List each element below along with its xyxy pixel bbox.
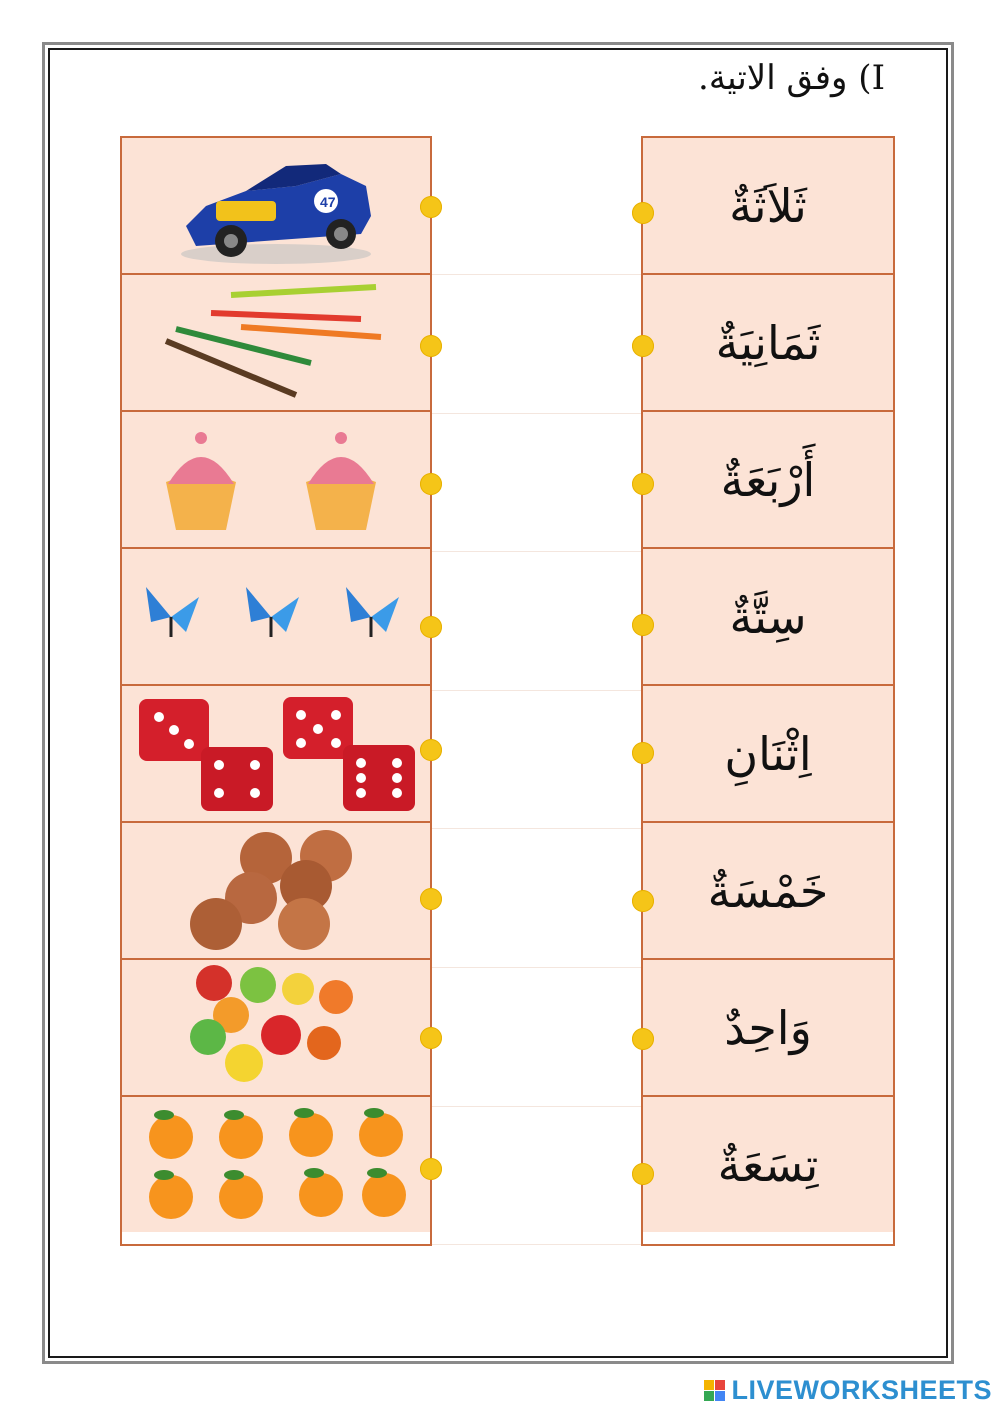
picture-cell-gummies	[122, 960, 430, 1097]
row-guide	[432, 551, 641, 552]
picture-cell-oranges	[122, 1097, 430, 1232]
number-word: أَرْبَعَةٌ	[720, 452, 816, 507]
number-word: خَمْسَةٌ	[707, 863, 829, 918]
picture-cell-butterflies	[122, 549, 430, 686]
penny-icon	[186, 828, 366, 953]
match-dot-right[interactable]	[632, 1163, 654, 1185]
number-word: ثَمَانِيَةٌ	[715, 315, 821, 370]
word-column	[641, 136, 895, 1246]
picture-cell-cupcakes	[122, 412, 430, 549]
brand-text: LIVEWORKSHEETS	[731, 1374, 992, 1405]
match-dot-right[interactable]	[632, 1028, 654, 1050]
butterfly-icon	[141, 577, 411, 657]
match-dot-left[interactable]	[420, 1027, 442, 1049]
liveworksheets-logo-icon	[704, 1380, 725, 1401]
row-guide	[432, 274, 641, 275]
picture-column	[120, 136, 432, 1246]
match-dot-left[interactable]	[420, 335, 442, 357]
word-cell	[643, 960, 893, 1097]
number-word: اِثْنَانِ	[724, 726, 812, 781]
word-cell	[643, 412, 893, 549]
match-dot-right[interactable]	[632, 202, 654, 224]
word-cell	[643, 686, 893, 823]
die-icon	[131, 689, 421, 819]
colored-pencil-icon	[161, 283, 391, 403]
footer-brand	[704, 1375, 992, 1405]
word-cell	[643, 275, 893, 412]
match-dot-left[interactable]	[420, 616, 442, 638]
picture-cell-pennies	[122, 823, 430, 960]
row-guide	[432, 1106, 641, 1107]
row-guide	[432, 1244, 641, 1245]
match-dot-right[interactable]	[632, 614, 654, 636]
number-word: سِتَّةٌ	[729, 589, 807, 644]
picture-cell-pencils	[122, 275, 430, 412]
match-dot-left[interactable]	[420, 1158, 442, 1180]
word-cell	[643, 823, 893, 960]
match-dot-left[interactable]	[420, 888, 442, 910]
row-guide	[432, 828, 641, 829]
match-dot-right[interactable]	[632, 335, 654, 357]
cupcake-icon	[156, 420, 396, 540]
word-cell	[643, 1097, 893, 1232]
match-dot-right[interactable]	[632, 890, 654, 912]
row-guide	[432, 967, 641, 968]
picture-cell-dice	[122, 686, 430, 823]
number-word: ثَلاَثَةٌ	[729, 178, 807, 233]
match-dot-left[interactable]	[420, 473, 442, 495]
match-dot-left[interactable]	[420, 196, 442, 218]
match-dot-right[interactable]	[632, 742, 654, 764]
gummy-candy-icon	[186, 963, 366, 1093]
race-car-icon	[176, 146, 376, 266]
word-cell	[643, 138, 893, 275]
match-dot-right[interactable]	[632, 473, 654, 495]
match-dot-left[interactable]	[420, 739, 442, 761]
picture-cell-race-car	[122, 138, 430, 275]
row-guide	[432, 413, 641, 414]
number-word: تِسَعَةٌ	[717, 1137, 819, 1192]
word-cell	[643, 549, 893, 686]
number-word: وَاحِدٌ	[724, 1000, 812, 1055]
instruction-text: I) وفق الاتية.	[698, 58, 885, 98]
row-guide	[432, 690, 641, 691]
svg-text:47: 47	[320, 193, 336, 210]
orange-icon	[136, 1103, 416, 1227]
